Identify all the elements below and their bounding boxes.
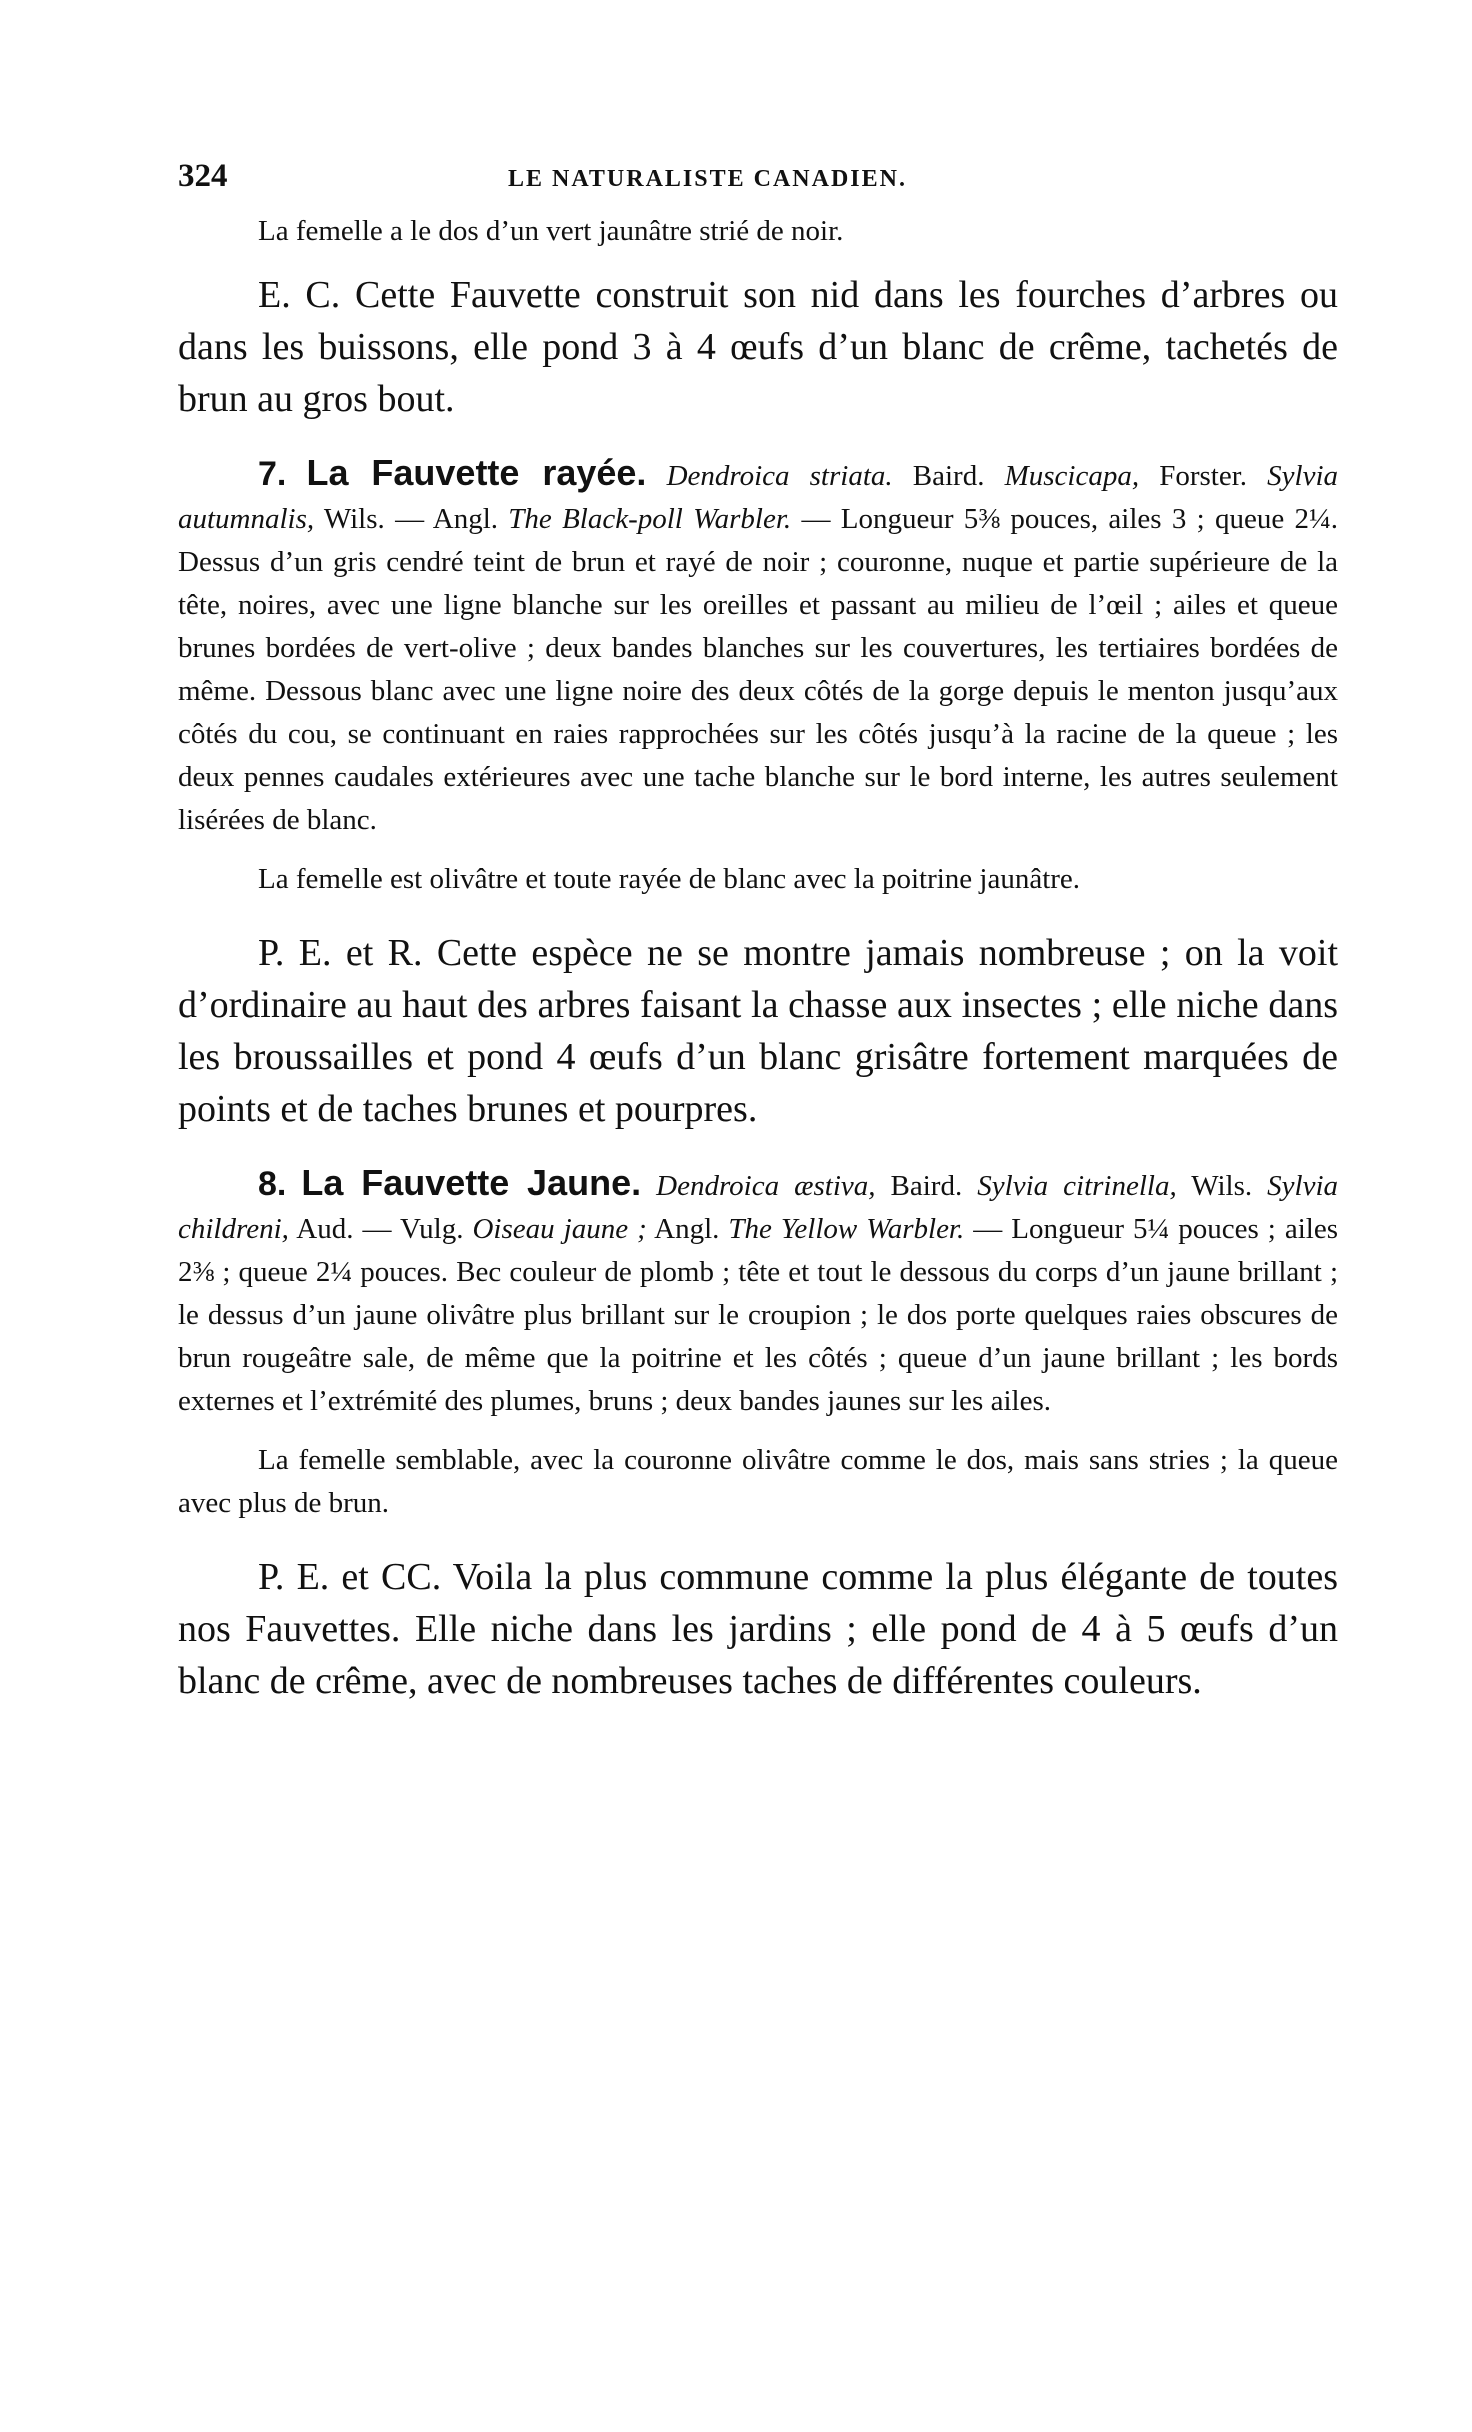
entry-text: Baird. xyxy=(875,1170,978,1202)
species-number: 8. xyxy=(258,1165,287,1203)
species-name: La Fauvette rayée. xyxy=(306,452,647,493)
scientific-name: Dendroica striata. xyxy=(666,460,893,492)
entry-text: Aud. — Vulg. xyxy=(288,1213,473,1245)
species-name: La Fauvette Jaune. xyxy=(301,1162,642,1203)
english-name: The Yellow Warbler. xyxy=(728,1213,965,1245)
entry-text: Wils. xyxy=(1176,1170,1268,1202)
paragraph-nesting-2: P. E. et R. Cette espèce ne se montre jamais nombreuse ; on la voit d’ordinaire au haut des arbres faisant la chasse aux insectes ; elle niche dans les broussailles et pond 4 œufs d’un blanc grisâtre fortement marquées de points et de taches brunes et pourpres. xyxy=(178,932,1338,1130)
scientific-name: Dendroica æstiva, xyxy=(656,1170,876,1202)
entry-text: Baird. xyxy=(892,460,1005,492)
entry-text: Forster. xyxy=(1139,460,1268,492)
species-description: — Longueur 5⅜ pouces, ailes 3 ; queue 2¼. Dessus d’un gris cendré teint de brun et rayé de noir ; couronne, nuque et partie supérieure de la tête, noires, avec une ligne blanche sur les oreilles et passant au milieu de l’œil ; ailes et queue brunes bordées de vert-olive ; deux bandes blanches sur les couvertures, les tertiaires bordées de même. Dessous blanc avec une ligne noire des deux côtés de la gorge depuis le menton jusqu’aux côtés du cou, se continuant en raies rapprochées sur les côtés jusqu’à la racine de la queue ; les deux pennes caudales extérieures avec une tache blanche sur le bord interne, les autres seulement lisérées de blanc. xyxy=(178,503,1338,836)
species-entry-7 xyxy=(178,451,1338,842)
paragraph-female-note-3: La femelle semblable, avec la couronne olivâtre comme le dos, mais sans stries ; la queue avec plus de brun. xyxy=(178,1444,1338,1519)
entry-text: Wils. — Angl. xyxy=(314,503,509,535)
paragraph-nesting-3: P. E. et CC. Voila la plus commune comme la plus élégante de toutes nos Fauvettes. Elle niche dans les jardins ; elle pond de 4 à 5 œufs d’un blanc de crême, avec de nombreuses taches de différentes couleurs. xyxy=(178,1556,1338,1702)
species-number: 7. xyxy=(258,455,287,493)
synonym-name: Sylvia childreni, xyxy=(178,1170,1339,1245)
book-page xyxy=(178,150,1338,1707)
species-description: — Longueur 5¼ pouces ; ailes 2⅜ ; queue 2¼ pouces. Bec couleur de plomb ; tête et tout le dessous du corps d’un jaune brillant ; le dessus d’un jaune olivâtre plus brillant sur le croupion ; le dos porte quelques raies obscures de brun rougeâtre sale, de même que la poitrine et les côtés ; queue d’un jaune brillant ; les bords externes et l’extrémité des plumes, bruns ; deux bandes jaunes sur les ailes. xyxy=(178,1213,1339,1417)
species-entry-8 xyxy=(178,1161,1338,1423)
synonym-name: Sylvia citrinella, xyxy=(977,1170,1177,1202)
entry-text: Angl. xyxy=(646,1213,729,1245)
paragraph-female-note-1: La femelle a le dos d’un vert jaunâtre strié de noir. xyxy=(258,215,844,247)
synonym-name: Muscicapa, xyxy=(1004,460,1140,492)
paragraph-female-note-2: La femelle est olivâtre et toute rayée de blanc avec la poitrine jaunâtre. xyxy=(258,863,1081,895)
english-name: The Black-poll Warbler. xyxy=(508,503,792,535)
vernacular-name: Oiseau jaune ; xyxy=(472,1213,647,1245)
running-head: LE NATURALISTE CANADIEN. xyxy=(508,166,907,192)
synonym-name: Sylvia autumnalis, xyxy=(178,460,1339,535)
page-number: 324 xyxy=(178,158,228,194)
paragraph-nesting-1: E. C. Cette Fauvette construit son nid dans les fourches d’arbres ou dans les buissons, elle pond 3 à 4 œufs d’un blanc de crême, tachetés de brun au gros bout. xyxy=(178,274,1338,420)
page-header xyxy=(178,150,1338,210)
